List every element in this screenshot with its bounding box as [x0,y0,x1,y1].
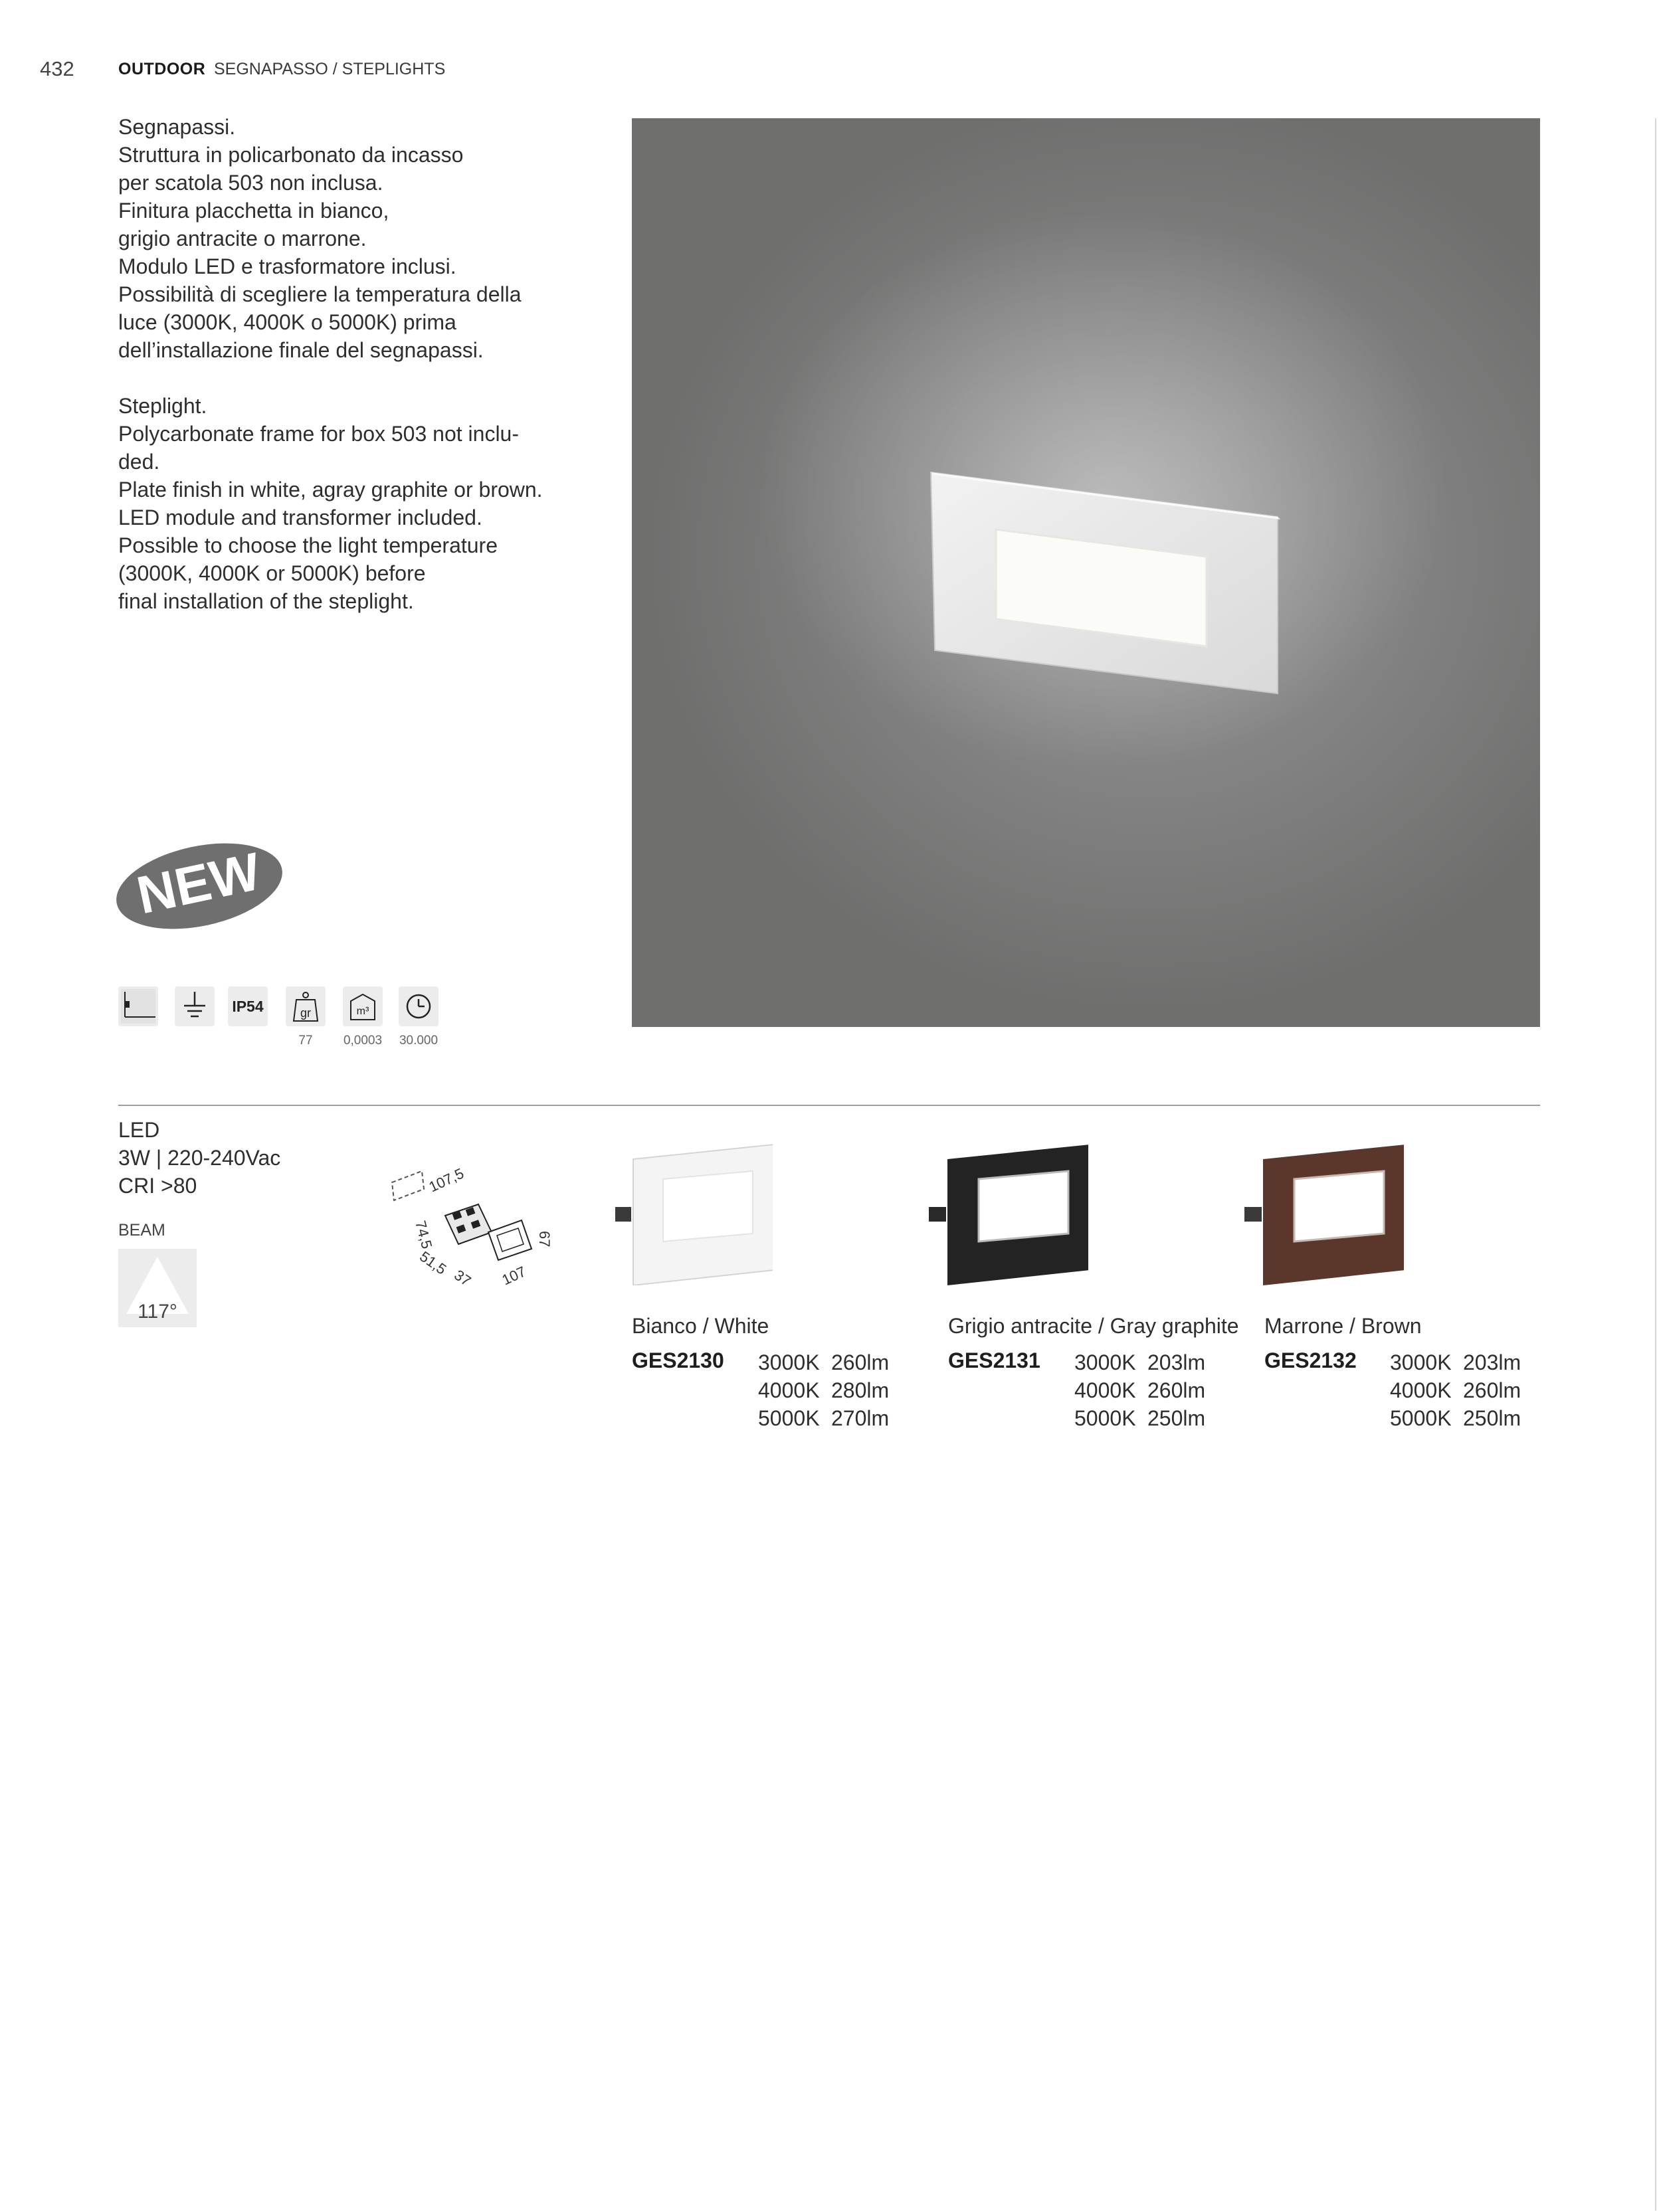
description-english [118,392,583,615]
desc-it-line: Possibilità di scegliere la temperatura della [118,282,522,306]
desc-it-line: luce (3000K, 4000K o 5000K) prima [118,310,456,334]
dim-label: 107,5 [426,1164,467,1196]
desc-en-line: LED module and transformer included. [118,506,482,529]
dim-label: 51,5 [417,1247,450,1278]
product-image-white [613,1133,773,1285]
desc-it-line: Finitura placchetta in bianco, [118,199,389,223]
desc-it-line: Modulo LED e trasformatore inclusi. [118,254,456,278]
desc-it-line: grigio antracite o marrone. [118,227,367,250]
spec-source: LED [118,1118,160,1142]
volume-unit-label: m³ [356,1006,369,1017]
dimension-diagram [379,1159,558,1299]
variant-temp: 3000K [1074,1350,1136,1374]
variant-temp: 4000K [1390,1378,1452,1402]
variant-list-brown [1390,1348,1521,1432]
ip-rating-label: IP54 [232,998,264,1015]
steplight-photo-illustration [632,118,1540,1027]
variant-temp: 3000K [758,1350,820,1374]
page-number: 432 [40,57,74,80]
variant-lumen: 203lm [1463,1350,1521,1374]
section-divider [118,1105,1540,1106]
variant-temp: 5000K [1074,1406,1136,1430]
new-badge-text: NEW [132,841,266,925]
desc-en-line: (3000K, 4000K or 5000K) before [118,561,426,585]
ip-rating-icon [228,986,268,1026]
volume-value: 0,0003 [343,1034,383,1048]
variant-lumen: 260lm [1147,1378,1206,1402]
desc-it-line: dell’installazione finale del segnapassi. [118,338,484,362]
dim-label: 37 [451,1266,474,1290]
product-image-graphite [929,1133,1088,1285]
variant-lumen: 203lm [1147,1350,1206,1374]
variant-lumen: 260lm [831,1350,890,1374]
hero-product-photo [632,118,1540,1027]
variant-list-white [758,1348,889,1432]
product-code: GES2130 [632,1348,724,1372]
finish-name: Marrone / Brown [1264,1314,1422,1338]
variant-temp: 4000K [1074,1378,1136,1402]
finish-name: Grigio antracite / Gray graphite [948,1314,1239,1338]
dim-label: 74,5 [412,1218,436,1251]
product-image-brown [1244,1133,1404,1285]
section-subtitle: SEGNAPASSO / STEPLIGHTS [214,60,446,78]
lifetime-value: 30.000 [399,1034,439,1048]
lifetime-icon [399,986,439,1026]
variant-lumen: 280lm [831,1378,890,1402]
weight-value: 77 [298,1034,313,1048]
variant-lumen: 250lm [1147,1406,1206,1430]
desc-it-line: Struttura in policarbonato da incasso [118,143,464,167]
variant-lumen: 270lm [831,1406,890,1430]
variant-list-graphite [1074,1348,1205,1432]
beam-angle: 117° [138,1301,177,1323]
spec-cri: CRI >80 [118,1174,197,1198]
desc-en-line: ded. [118,450,160,474]
dim-label: 107 [499,1263,529,1289]
variant-lumen: 260lm [1463,1378,1521,1402]
desc-en-line: Polycarbonate frame for box 503 not inclu- [118,422,519,446]
variant-temp: 5000K [758,1406,820,1430]
variant-lumen: 250lm [1463,1406,1521,1430]
desc-en-line: final installation of the steplight. [118,589,414,613]
volume-icon [343,986,383,1026]
description-italian [118,113,583,364]
weight-icon [286,986,326,1026]
beam-label: BEAM [118,1221,165,1240]
spec-power: 3W | 220-240Vac [118,1146,281,1170]
variant-temp: 3000K [1390,1350,1452,1374]
weight-unit-label: gr [300,1006,312,1020]
desc-en-line: Plate finish in white, agray graphite or brown. [118,478,543,502]
finish-name: Bianco / White [632,1314,769,1338]
desc-en-line: Possible to choose the light temperature [118,533,498,557]
desc-it-line: per scatola 503 non inclusa. [118,171,383,195]
ground-icon [175,986,215,1026]
page-edge-line [1655,118,1656,2211]
desc-it-line: Segnapassi. [118,115,236,139]
section-title: OUTDOOR [118,60,206,78]
wall-mount-icon [118,986,158,1026]
product-code: GES2131 [948,1348,1040,1372]
desc-en-line: Steplight. [118,394,207,418]
variant-temp: 4000K [758,1378,820,1402]
variant-temp: 5000K [1390,1406,1452,1430]
new-badge [113,838,286,931]
dim-label: 67 [536,1231,553,1247]
product-code: GES2132 [1264,1348,1357,1372]
